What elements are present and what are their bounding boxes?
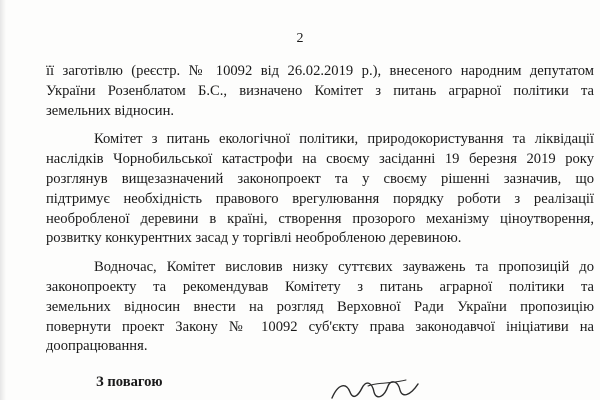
page-number: 2 [296, 31, 304, 46]
scan-edge-shadow [0, 0, 6, 400]
text-line: повернути проект Закону № 10092 суб'єкту права законодавчої ініціативи на [46, 318, 594, 335]
text-line: законопроекту та рекомендував Комітету з питань аграрної політики та [46, 278, 594, 295]
text-line: необробленої деревини в країні, створення прозорого механізму ціноутворення, [46, 210, 594, 227]
text-line: земельних відносин внести на розгляд Верховної Ради України пропозицію [46, 298, 594, 315]
text-line: Комітет з питань екологічної політики, природокористування та ліквідації [94, 131, 594, 148]
text-line: розвитку конкурентних засад у торгівлі необробленою деревиною. [46, 230, 462, 247]
paragraph-2 [46, 130, 594, 249]
text-line: наслідків Чорнобильської катастрофи на своєму засіданні 19 березня 2019 року [46, 151, 594, 168]
paragraph-3 [46, 258, 594, 357]
letter-body [46, 62, 594, 366]
text-line: розглянув вищезазначений законопроект та у своєму рішенні зазначив, що [46, 170, 594, 187]
text-line: доопрацювання. [46, 338, 148, 355]
closing-salutation: З повагою [96, 374, 163, 390]
paragraph-1 [46, 62, 594, 121]
text-line: підтримує необхідність правового врегулювання порядку роботи з реалізації [46, 190, 594, 207]
text-line: України Розенблатом Б.С., визначено Комітет з питань аграрної політики та [46, 82, 594, 99]
text-line: Водночас, Комітет висловив низку суттєвих зауважень та пропозицій до [94, 259, 594, 276]
text-line: її заготівлю (реєстр. № 10092 від 26.02.2019 р.), внесеного народним депутатом [46, 63, 594, 79]
handwritten-signature [328, 378, 428, 402]
text-line: земельних відносин. [46, 102, 175, 119]
